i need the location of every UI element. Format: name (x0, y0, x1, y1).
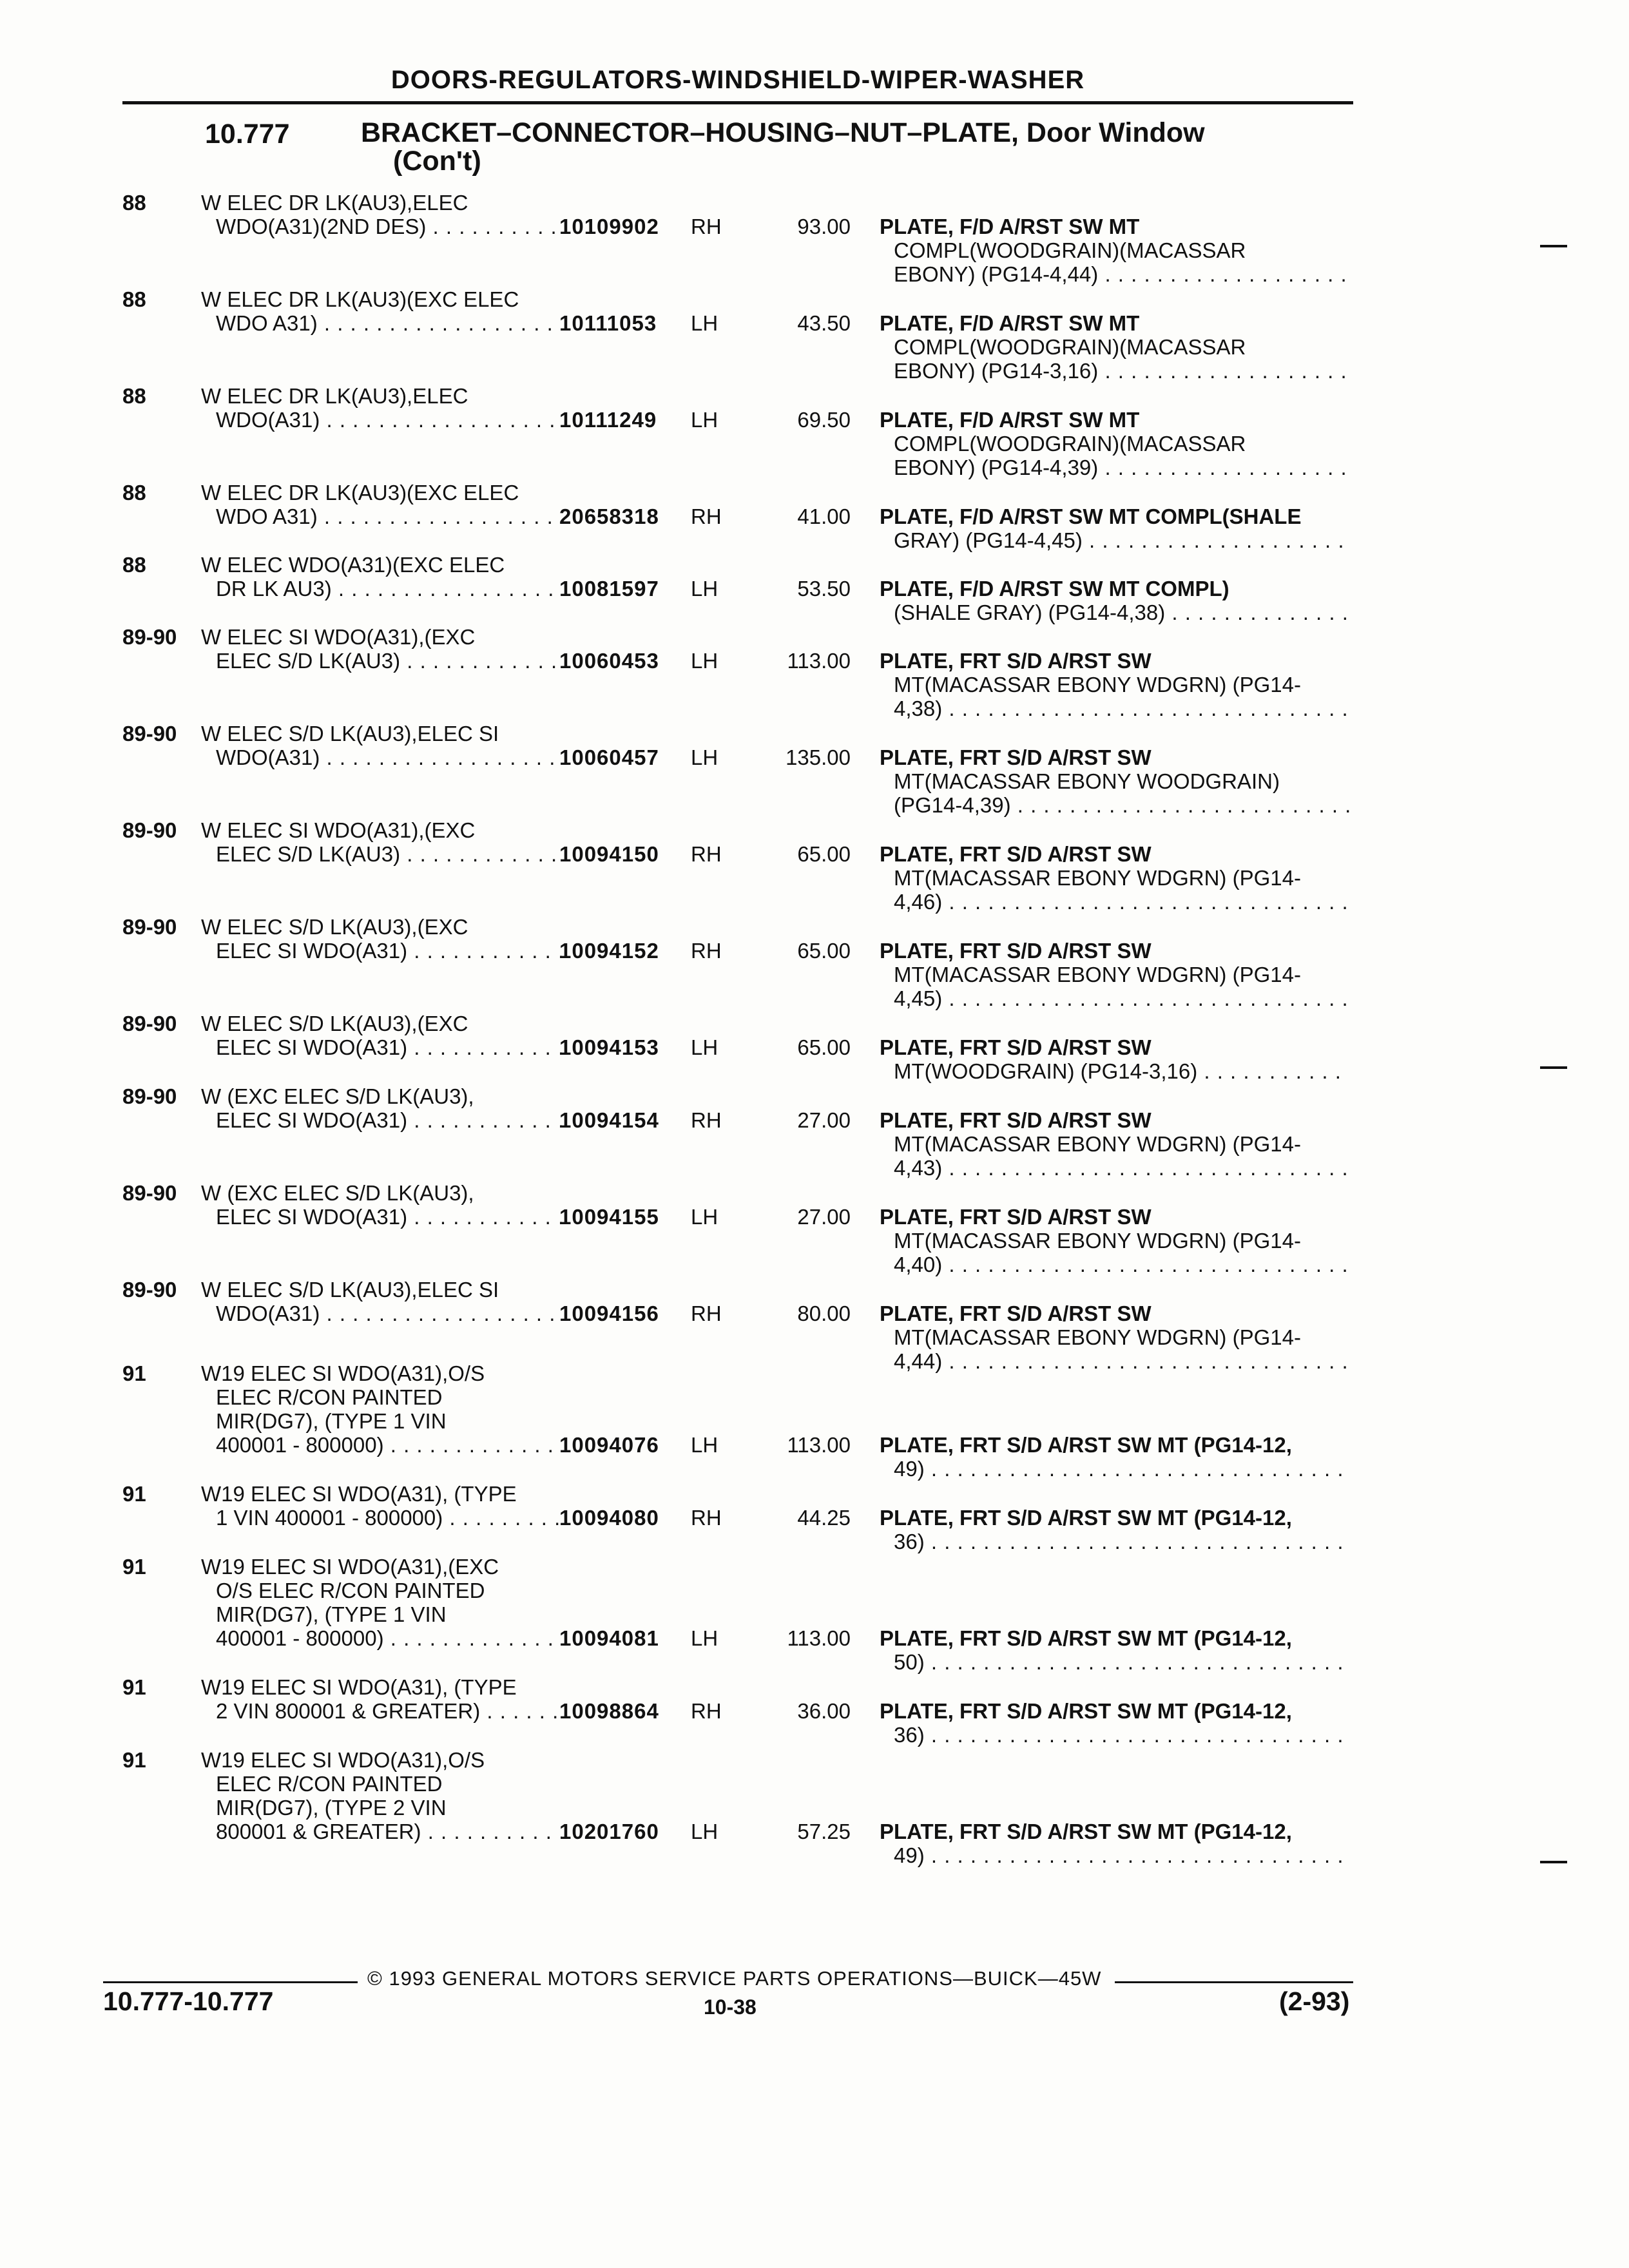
footer-group-range: 10.777-10.777 (103, 1986, 274, 2016)
ref-number: 89-90 (122, 1084, 177, 1108)
usage-description-line: ELEC SI WDO(A31) . . . (201, 1108, 562, 1132)
footer-page-number: 10-38 (704, 1995, 757, 2019)
usage-description (201, 722, 562, 769)
usage-description (201, 1748, 562, 1843)
part-catalog-description (880, 1302, 1350, 1373)
usage-description-line: W19 ELEC SI WDO(A31), (TYPE (201, 1675, 517, 1699)
part-number: 10111053 (559, 311, 657, 335)
catalog-description-line-text: PLATE, FRT S/D A/RST SW (880, 1302, 1152, 1325)
group-code: 10.777 (205, 119, 290, 149)
side-code: RH (691, 842, 722, 866)
side-code: RH (691, 505, 722, 528)
catalog-description-line (880, 577, 1350, 601)
usage-description-line: ELEC S/D LK(AU3) . . . (201, 649, 562, 673)
catalog-description-line-text: PLATE, F/D A/RST SW MT (880, 408, 1140, 432)
usage-description-line: O/S ELEC R/CON PAINTED (216, 1579, 485, 1602)
catalog-description-line-text: PLATE, FRT S/D A/RST SW MT (PG14-12, (880, 1626, 1292, 1650)
ref-number: 89-90 (122, 818, 177, 842)
part-number: 10094076 (559, 1433, 659, 1457)
part-catalog-description (880, 215, 1350, 286)
price: 113.00 (787, 1626, 851, 1650)
usage-description-line: WDO(A31) . . . (201, 1302, 562, 1325)
catalog-description-line: MT(MACASSAR EBONY WDGRN) (PG14- (894, 866, 1301, 890)
usage-description-line: 800001 & GREATER) . . . (201, 1820, 562, 1843)
catalog-description-line: (PG14-4,39) . . . (880, 793, 1350, 817)
usage-description-line: W ELEC S/D LK(AU3),ELEC SI (201, 722, 499, 745)
usage-description-line: W ELEC SI WDO(A31),(EXC (201, 818, 476, 842)
part-number: 10094081 (559, 1626, 659, 1650)
catalog-description-line: COMPL(WOODGRAIN)(MACASSAR (894, 238, 1246, 262)
price: 113.00 (787, 1433, 851, 1457)
usage-description-line: ELEC R/CON PAINTED (216, 1772, 443, 1796)
footer-date: (2-93) (1279, 1986, 1350, 2016)
usage-description-line: W ELEC DR LK(AU3),ELEC (201, 384, 468, 408)
catalog-description-line-text: PLATE, FRT S/D A/RST SW (880, 1205, 1152, 1229)
catalog-description-line (880, 745, 1350, 769)
catalog-description-line (880, 1820, 1350, 1843)
part-catalog-description (880, 505, 1350, 552)
part-catalog-description (880, 745, 1350, 817)
part-number: 10109902 (559, 215, 659, 238)
catalog-description-line: 4,38) . . . (880, 697, 1350, 720)
group-title-continued: (Con't) (393, 146, 481, 177)
part-catalog-description (880, 1820, 1350, 1867)
ref-number: 91 (122, 1555, 146, 1579)
catalog-description-line: 4,45) . . . (880, 986, 1350, 1010)
catalog-description-line (880, 1205, 1350, 1229)
price: 65.00 (797, 842, 851, 866)
part-catalog-description (880, 408, 1350, 479)
part-number: 10094152 (559, 939, 659, 963)
price: 44.25 (797, 1506, 851, 1530)
catalog-description-line-text: PLATE, FRT S/D A/RST SW MT (PG14-12, (880, 1433, 1292, 1457)
usage-description (201, 1361, 562, 1457)
usage-description (201, 1555, 562, 1650)
usage-description-line: W19 ELEC SI WDO(A31), (TYPE (201, 1482, 517, 1506)
catalog-description-line: 36) . . . (880, 1530, 1350, 1553)
usage-description-line: 2 VIN 800001 & GREATER) . . . (201, 1699, 562, 1723)
usage-description-line: W19 ELEC SI WDO(A31),O/S (201, 1361, 485, 1385)
usage-description-line: W (EXC ELEC S/D LK(AU3), (201, 1084, 474, 1108)
catalog-description-line-text: PLATE, FRT S/D A/RST SW MT (PG14-12, (880, 1699, 1292, 1723)
catalog-description-line (880, 1108, 1350, 1132)
usage-description-line: ELEC SI WDO(A31) . . . (201, 1035, 562, 1059)
catalog-description-line-text: PLATE, F/D A/RST SW MT (880, 311, 1140, 335)
usage-description (201, 915, 562, 963)
usage-description-line: WDO A31) . . . (201, 505, 562, 528)
side-code: LH (691, 1035, 718, 1059)
usage-description-line: W19 ELEC SI WDO(A31),O/S (201, 1748, 485, 1772)
part-number: 10094150 (559, 842, 659, 866)
part-catalog-description (880, 1433, 1350, 1481)
usage-description-line: WDO(A31)(2ND DES) . . . (201, 215, 562, 238)
ref-number: 89-90 (122, 722, 177, 745)
usage-description-line: ELEC SI WDO(A31) . . . (201, 1205, 562, 1229)
usage-description (201, 191, 562, 238)
side-code: LH (691, 577, 718, 601)
usage-description (201, 1278, 562, 1325)
part-number: 10201760 (559, 1820, 659, 1843)
part-number: 10094156 (559, 1302, 659, 1325)
usage-description-line: 400001 - 800000) . . . (201, 1626, 562, 1650)
usage-description (201, 625, 562, 673)
catalog-description-line (880, 408, 1350, 432)
usage-description (201, 553, 562, 601)
side-code: LH (691, 1205, 718, 1229)
usage-description-line: W ELEC DR LK(AU3),ELEC (201, 191, 468, 215)
group-title-text: BRACKET–CONNECTOR–HOUSING–NUT–PLATE, Door Window (361, 117, 1205, 148)
price: 41.00 (797, 505, 851, 528)
usage-description (201, 481, 562, 528)
usage-description-line: ELEC SI WDO(A31) . . . (201, 939, 562, 963)
margin-tick-mark (1540, 1066, 1567, 1069)
catalog-description-line: 49) . . . (880, 1843, 1350, 1867)
side-code: RH (691, 1302, 722, 1325)
part-catalog-description (880, 311, 1350, 383)
catalog-description-line-text: PLATE, FRT S/D A/RST SW (880, 1035, 1152, 1059)
catalog-description-line-text: PLATE, F/D A/RST SW MT (880, 215, 1140, 238)
catalog-description-line (880, 1699, 1350, 1723)
ref-number: 89-90 (122, 1012, 177, 1035)
usage-description-line: W (EXC ELEC S/D LK(AU3), (201, 1181, 474, 1205)
side-code: LH (691, 311, 718, 335)
footer-copyright: © 1993 GENERAL MOTORS SERVICE PARTS OPERATIONS—BUICK—45W (367, 1967, 1102, 1990)
price: 69.50 (797, 408, 851, 432)
catalog-description-line: EBONY) (PG14-3,16) . . . (880, 359, 1350, 383)
part-number: 10111249 (559, 408, 657, 432)
part-number: 10098864 (559, 1699, 659, 1723)
catalog-description-line: MT(WOODGRAIN) (PG14-3,16) . . . (880, 1059, 1350, 1083)
price: 65.00 (797, 939, 851, 963)
part-number: 10094080 (559, 1506, 659, 1530)
part-catalog-description (880, 939, 1350, 1010)
catalog-description-line (880, 1626, 1350, 1650)
footer-rule-right (1115, 1981, 1353, 1983)
price: 57.25 (797, 1820, 851, 1843)
side-code: LH (691, 649, 718, 673)
catalog-description-line: MT(MACASSAR EBONY WDGRN) (PG14- (894, 1229, 1301, 1253)
price: 27.00 (797, 1205, 851, 1229)
catalog-description-line-text: PLATE, F/D A/RST SW MT COMPL(SHALE (880, 505, 1302, 528)
part-number: 20658318 (559, 505, 659, 528)
part-number: 10060457 (559, 745, 659, 769)
usage-description-line: WDO A31) . . . (201, 311, 562, 335)
price: 93.00 (797, 215, 851, 238)
side-code: LH (691, 408, 718, 432)
price: 80.00 (797, 1302, 851, 1325)
section-header: DOORS-REGULATORS-WINDSHIELD-WIPER-WASHER (390, 66, 1085, 94)
usage-description (201, 1012, 562, 1059)
ref-number: 91 (122, 1482, 146, 1506)
part-catalog-description (880, 842, 1350, 914)
ref-number: 88 (122, 384, 146, 408)
part-catalog-description (880, 1205, 1350, 1276)
usage-description-line: W ELEC S/D LK(AU3),ELEC SI (201, 1278, 499, 1302)
part-catalog-description (880, 1035, 1350, 1083)
side-code: LH (691, 1626, 718, 1650)
catalog-description-line: EBONY) (PG14-4,39) . . . (880, 456, 1350, 479)
usage-description-line: W ELEC S/D LK(AU3),(EXC (201, 1012, 468, 1035)
group-title (361, 119, 1302, 175)
catalog-description-line-text: PLATE, FRT S/D A/RST SW (880, 842, 1152, 866)
usage-description-line: W19 ELEC SI WDO(A31),(EXC (201, 1555, 499, 1579)
catalog-description-line-text: PLATE, FRT S/D A/RST SW (880, 745, 1152, 769)
part-number: 10094154 (559, 1108, 659, 1132)
usage-description-line: 400001 - 800000) . . . (201, 1433, 562, 1457)
ref-number: 89-90 (122, 1181, 177, 1205)
catalog-description-line-text: PLATE, FRT S/D A/RST SW (880, 1108, 1152, 1132)
ref-number: 89-90 (122, 1278, 177, 1302)
catalog-description-line (880, 1433, 1350, 1457)
usage-description-line: WDO(A31) . . . (201, 408, 562, 432)
usage-description-line: MIR(DG7), (TYPE 1 VIN (216, 1602, 447, 1626)
catalog-description-line (880, 1302, 1350, 1325)
side-code: RH (691, 215, 722, 238)
part-number: 10081597 (559, 577, 659, 601)
catalog-description-line-text: PLATE, FRT S/D A/RST SW MT (PG14-12, (880, 1506, 1292, 1530)
catalog-description-line (880, 842, 1350, 866)
catalog-description-line: MT(MACASSAR EBONY WDGRN) (PG14- (894, 1325, 1301, 1349)
catalog-description-line (880, 215, 1350, 238)
catalog-description-line: 49) . . . (880, 1457, 1350, 1481)
usage-description-line: W ELEC SI WDO(A31),(EXC (201, 625, 476, 649)
catalog-description-line-text: PLATE, FRT S/D A/RST SW MT (PG14-12, (880, 1820, 1292, 1843)
catalog-description-line: 4,44) . . . (880, 1349, 1350, 1373)
side-code: RH (691, 939, 722, 963)
usage-description (201, 384, 562, 432)
usage-description (201, 1084, 562, 1132)
catalog-description-line: COMPL(WOODGRAIN)(MACASSAR (894, 335, 1246, 359)
catalog-description-line-text: PLATE, FRT S/D A/RST SW (880, 939, 1152, 963)
catalog-description-line: 4,43) . . . (880, 1156, 1350, 1180)
side-code: RH (691, 1506, 722, 1530)
ref-number: 89-90 (122, 625, 177, 649)
part-catalog-description (880, 1699, 1350, 1747)
price: 135.00 (786, 745, 851, 769)
ref-number: 88 (122, 287, 146, 311)
price: 27.00 (797, 1108, 851, 1132)
part-catalog-description (880, 1626, 1350, 1674)
usage-description-line: W ELEC WDO(A31)(EXC ELEC (201, 553, 505, 577)
margin-tick-mark (1540, 245, 1567, 247)
part-number: 10060453 (559, 649, 659, 673)
part-catalog-description (880, 1108, 1350, 1180)
usage-description (201, 818, 562, 866)
ref-number: 91 (122, 1361, 146, 1385)
catalog-description-line-text: PLATE, F/D A/RST SW MT COMPL) (880, 577, 1229, 601)
ref-number: 91 (122, 1748, 146, 1772)
usage-description (201, 287, 562, 335)
part-number: 10094155 (559, 1205, 659, 1229)
catalog-description-line (880, 1035, 1350, 1059)
header-rule (122, 101, 1353, 104)
margin-tick-mark (1540, 1861, 1567, 1863)
usage-description-line: ELEC R/CON PAINTED (216, 1385, 443, 1409)
price: 65.00 (797, 1035, 851, 1059)
catalog-description-line-text: PLATE, FRT S/D A/RST SW (880, 649, 1152, 673)
usage-description-line: MIR(DG7), (TYPE 1 VIN (216, 1409, 447, 1433)
price: 113.00 (787, 649, 851, 673)
catalog-description-line: 50) . . . (880, 1650, 1350, 1674)
usage-description-line: ELEC S/D LK(AU3) . . . (201, 842, 562, 866)
side-code: LH (691, 1820, 718, 1843)
usage-description-line: W ELEC DR LK(AU3)(EXC ELEC (201, 481, 519, 505)
footer-rule-left (103, 1981, 358, 1983)
catalog-description-line: COMPL(WOODGRAIN)(MACASSAR (894, 432, 1246, 456)
catalog-description-line: GRAY) (PG14-4,45) . . . (880, 528, 1350, 552)
catalog-description-line (880, 505, 1350, 528)
catalog-description-line: EBONY) (PG14-4,44) . . . (880, 262, 1350, 286)
ref-number: 91 (122, 1675, 146, 1699)
ref-number: 88 (122, 191, 146, 215)
catalog-description-line: 4,46) . . . (880, 890, 1350, 914)
usage-description-line: W ELEC S/D LK(AU3),(EXC (201, 915, 468, 939)
ref-number: 88 (122, 553, 146, 577)
catalog-description-line: MT(MACASSAR EBONY WOODGRAIN) (894, 769, 1280, 793)
price: 36.00 (797, 1699, 851, 1723)
price: 53.50 (797, 577, 851, 601)
catalog-description-line: 36) . . . (880, 1723, 1350, 1747)
catalog-description-line: MT(MACASSAR EBONY WDGRN) (PG14- (894, 673, 1301, 697)
usage-description-line: 1 VIN 400001 - 800000) . . . (201, 1506, 562, 1530)
usage-description-line: MIR(DG7), (TYPE 2 VIN (216, 1796, 447, 1820)
catalog-description-line (880, 1506, 1350, 1530)
catalog-description-line: 4,40) . . . (880, 1253, 1350, 1276)
usage-description-line: W ELEC DR LK(AU3)(EXC ELEC (201, 287, 519, 311)
catalog-description-line: MT(MACASSAR EBONY WDGRN) (PG14- (894, 1132, 1301, 1156)
side-code: RH (691, 1108, 722, 1132)
usage-description (201, 1675, 562, 1723)
catalog-description-line: (SHALE GRAY) (PG14-4,38) . . . (880, 601, 1350, 624)
side-code: LH (691, 1433, 718, 1457)
part-catalog-description (880, 577, 1350, 624)
part-number: 10094153 (559, 1035, 659, 1059)
part-catalog-description (880, 649, 1350, 720)
side-code: RH (691, 1699, 722, 1723)
part-catalog-description (880, 1506, 1350, 1553)
usage-description (201, 1482, 562, 1530)
side-code: LH (691, 745, 718, 769)
usage-description (201, 1181, 562, 1229)
usage-description-line: WDO(A31) . . . (201, 745, 562, 769)
price: 43.50 (797, 311, 851, 335)
ref-number: 89-90 (122, 915, 177, 939)
catalog-description-line (880, 649, 1350, 673)
ref-number: 88 (122, 481, 146, 505)
catalog-description-line: MT(MACASSAR EBONY WDGRN) (PG14- (894, 963, 1301, 986)
catalog-description-line (880, 311, 1350, 335)
usage-description-line: DR LK AU3) . . . (201, 577, 562, 601)
catalog-description-line (880, 939, 1350, 963)
